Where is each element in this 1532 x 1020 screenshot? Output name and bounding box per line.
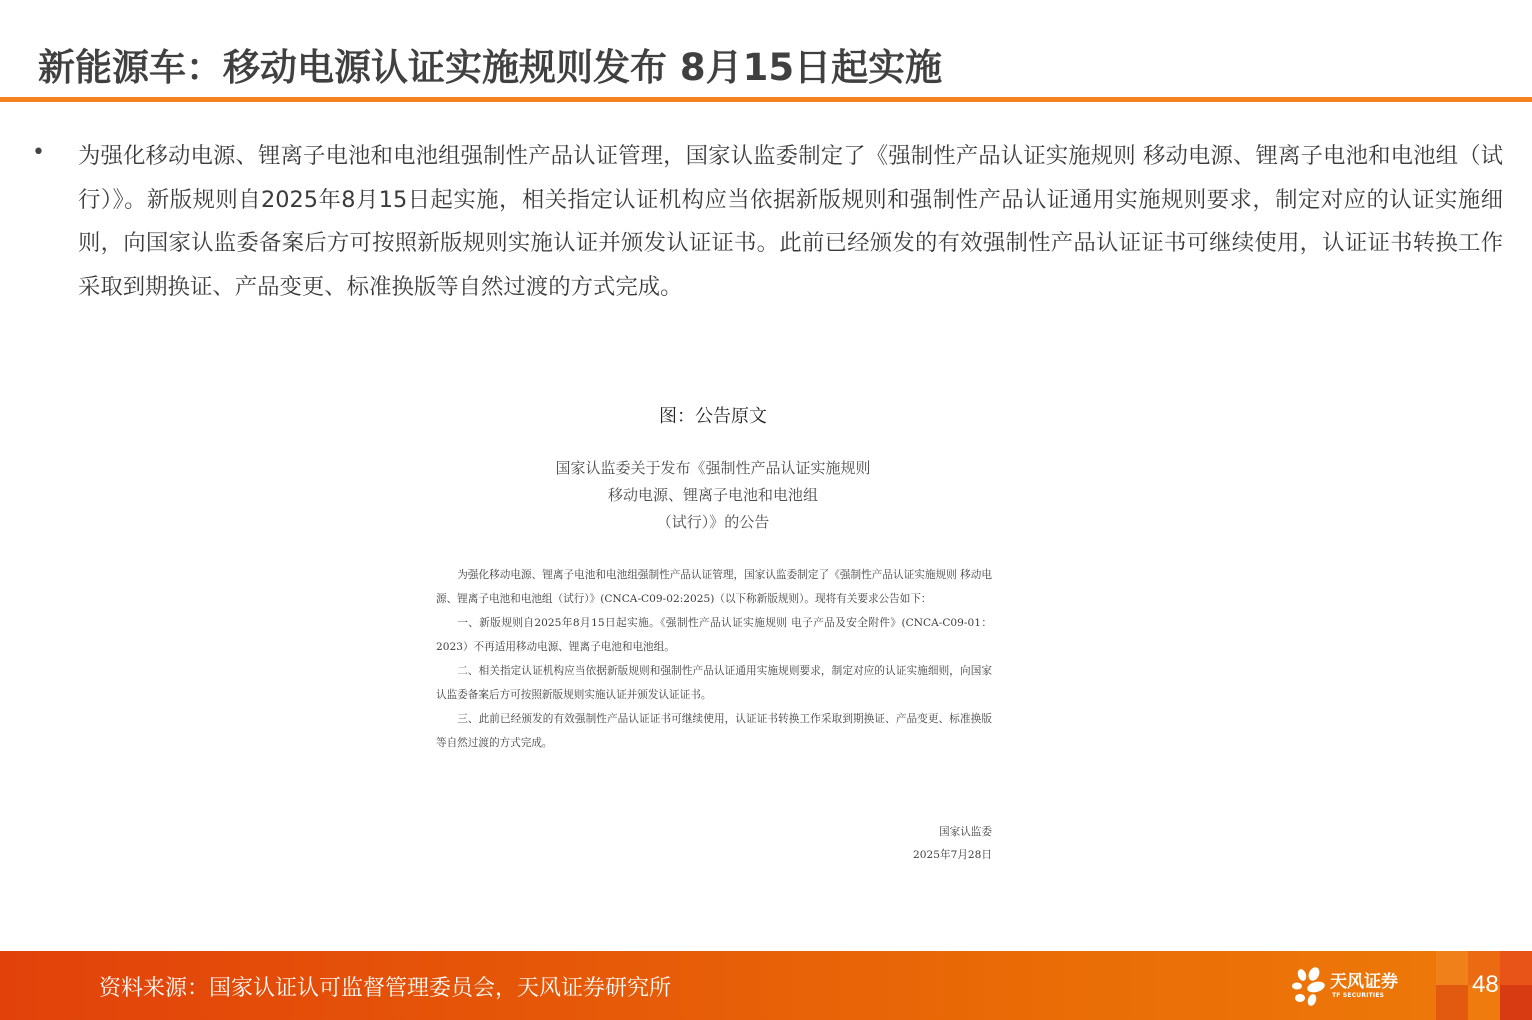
notice-title	[426, 455, 1000, 536]
source-note: 资料来源：国家认证认可监督管理委员会，天风证券研究所	[99, 976, 672, 1001]
notice-paragraph: 三、此前已经颁发的有效强制性产品认证证书可继续使用，认证证书转换工作采取到期换证、产品变更、标准换版等自然过渡的方式完成。	[436, 713, 992, 749]
notice-paragraph: 二、相关指定认证机构应当依据新版规则和强制性产品认证通用实施规则要求，制定对应的认证实施细则，向国家认监委备案后方可按照新版规则实施认证并颁发认证证书。	[436, 665, 992, 701]
bullet-paragraph: 为强化移动电源、锂离子电池和电池组强制性产品认证管理，国家认监委制定了《强制性产品认证实施规则 移动电源、锂离子电池和电池组（试行）》。新版规则自2025年8月15日起实施，相关指定认证机构应当依据新版规则和强制性产品认证通用实施规则要求，制定对应的认证实施细则，向国家认监委备案后方可按照新版规则实施认证并颁发认证证书。此前已经颁发的有效强制性产品认证证书可继续使用，认证证书转换工作采取到期换证、产品变更、标准换版等自然过渡的方式完成。	[78, 143, 1503, 300]
notice-body	[430, 563, 1000, 755]
notice-paragraph: 一、新版规则自2025年8月15日起实施。《强制性产品认证实施规则 电子产品及安全附件》(CNCA-C09-01：2023）不再适用移动电源、锂离子电池和电池组。	[436, 617, 992, 653]
figure-caption: 图：公告原文	[659, 406, 767, 427]
logo-text-en: TF SECURITIES	[1332, 992, 1385, 999]
page-title: 新能源车：移动电源认证实施规则发布 8月15日起实施	[38, 46, 943, 89]
page-number: 48	[1472, 971, 1499, 998]
notice-title-line: （试行）》的公告	[656, 513, 770, 531]
footer-bar	[0, 951, 1532, 1020]
tf-securities-logo	[1292, 965, 1412, 1009]
logo-text-cn: 天风证券	[1330, 972, 1398, 992]
notice-title-line: 国家认监委关于发布《强制性产品认证实施规则	[555, 459, 871, 477]
notice-signature: 国家认监委	[939, 826, 992, 838]
flower-logo-icon	[1292, 967, 1328, 1007]
notice-signature-block	[913, 821, 992, 867]
title-divider	[0, 97, 1532, 102]
bullet-icon: •	[32, 140, 45, 165]
notice-date: 2025年7月28日	[913, 849, 992, 861]
notice-image	[430, 455, 1000, 861]
notice-title-line: 移动电源、锂离子电池和电池组	[607, 486, 818, 504]
notice-paragraph: 为强化移动电源、锂离子电池和电池组强制性产品认证管理，国家认监委制定了《强制性产品认证实施规则 移动电源、锂离子电池和电池组（试行）》(CNCA-C09-02:2025)（以下称新版规则）。现将有关要求公告如下：	[436, 569, 992, 605]
